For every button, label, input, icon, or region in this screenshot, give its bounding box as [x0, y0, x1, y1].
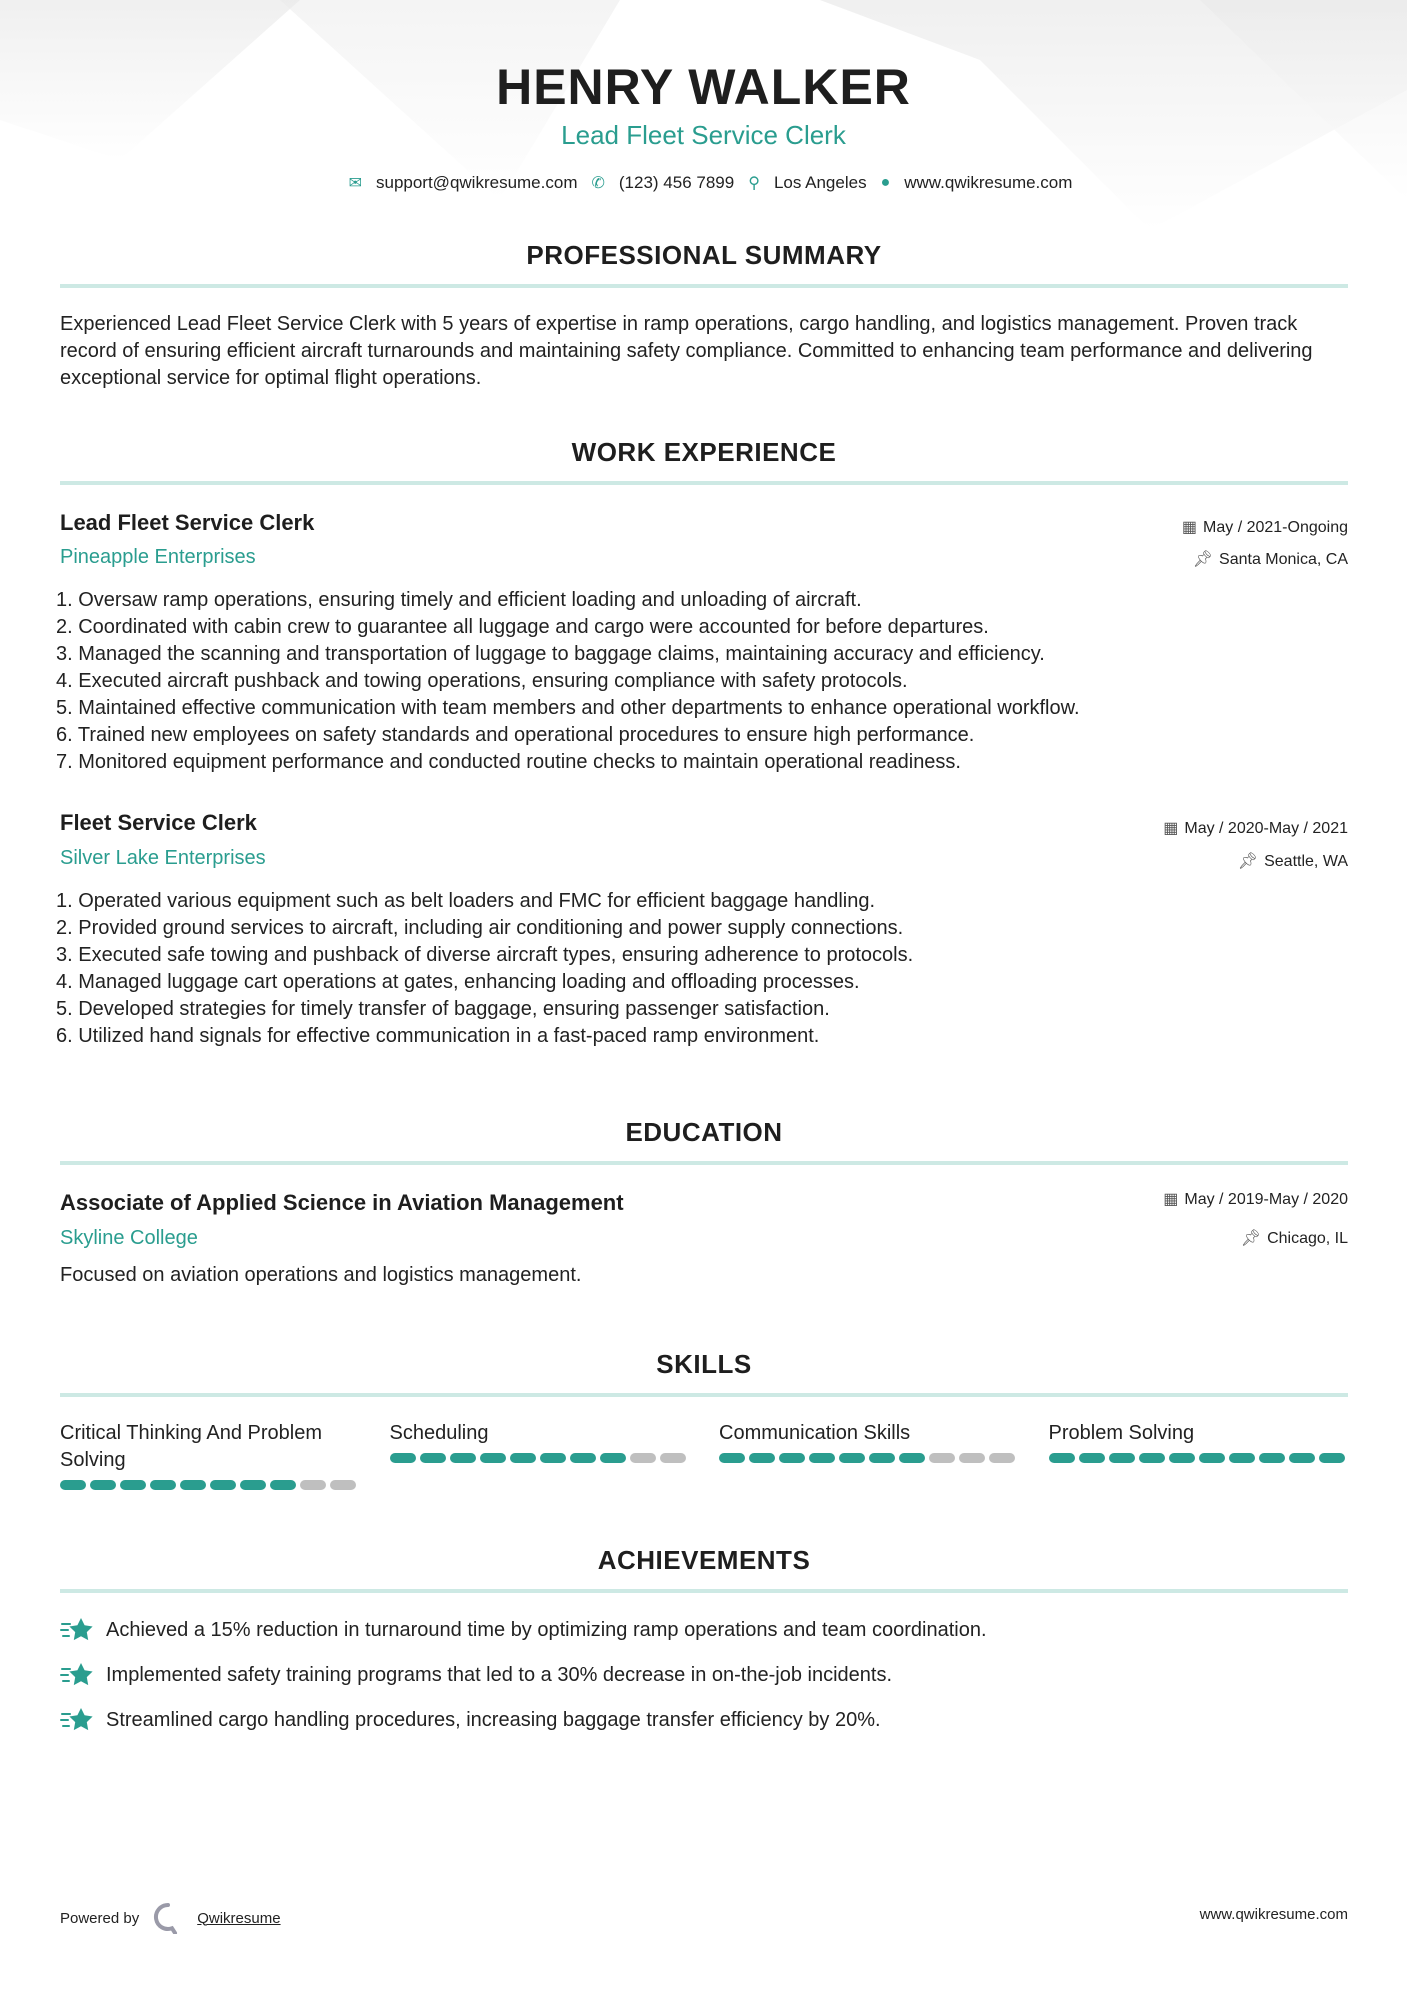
skill-segment: [510, 1453, 536, 1463]
location-text: Seattle, WA: [1264, 853, 1348, 870]
bullet: 6. Utilized hand signals for effective communication in a fast-paced ramp environment.: [56, 1025, 820, 1047]
divider: [60, 1589, 1348, 1593]
achievements-heading: ACHIEVEMENTS: [597, 1545, 811, 1575]
star-icon: [60, 1616, 94, 1644]
star-icon: [60, 1661, 94, 1689]
phone-icon: ✆: [591, 175, 605, 192]
achievement-text: Implemented safety training programs that led to a 30% decrease in on-the-job incidents.: [106, 1663, 892, 1686]
calendar-icon: ▦: [1181, 519, 1198, 536]
summary-heading: PROFESSIONAL SUMMARY: [526, 240, 882, 270]
skill-name: Problem Solving: [1048, 1422, 1195, 1444]
skill-segment: [1199, 1453, 1225, 1463]
skill-segment: [749, 1453, 775, 1463]
skill-segment: [719, 1453, 745, 1463]
footer-website[interactable]: www.qwikresume.com: [1199, 1906, 1348, 1923]
footer-left: [60, 1902, 281, 1934]
skill-item: [1049, 1420, 1349, 1490]
bullet: 6. Trained new employees on safety standards and operational procedures to ensure high performance.: [56, 724, 975, 746]
skill-segment: [630, 1453, 656, 1463]
skill-segment: [779, 1453, 805, 1463]
calendar-icon: ▦: [1163, 1191, 1179, 1208]
date-text: May / 2020-May / 2021: [1184, 820, 1348, 837]
brand-link[interactable]: Qwikresume: [197, 1909, 281, 1927]
skill-segment: [1289, 1453, 1315, 1463]
job-date: [1182, 517, 1348, 537]
powered-by: Powered by: [60, 1909, 140, 1927]
skill-item: [60, 1420, 360, 1490]
skill-segment: [929, 1453, 955, 1463]
bullet: 4. Executed aircraft pushback and towing operations, ensuring compliance with safety protocols.: [56, 670, 908, 692]
skill-segment: [899, 1453, 925, 1463]
skill-segment: [1319, 1453, 1345, 1463]
skill-segment: [839, 1453, 865, 1463]
skill-segment: [660, 1453, 686, 1463]
skill-segment: [1229, 1453, 1255, 1463]
divider: [60, 481, 1348, 485]
skill-segment: [600, 1453, 626, 1463]
skill-name: Communication Skills: [719, 1422, 911, 1444]
skill-segment: [989, 1453, 1015, 1463]
skill-segment: [1169, 1453, 1195, 1463]
skill-segment: [480, 1453, 506, 1463]
job-date: [1163, 818, 1348, 838]
bullet: 4. Managed luggage cart operations at gates, enhancing loading and offloading processes.: [56, 971, 860, 993]
skill-segment: [1109, 1453, 1135, 1463]
skill-segment: [120, 1480, 146, 1490]
job-location: [1193, 549, 1348, 569]
summary-text: Experienced Lead Fleet Service Clerk with 5 years of expertise in ramp operations, cargo handling, and logistics management. Proven track record of ensuring efficient aircraft turnarounds and maintaining safety compliance. Committed to enhancing team performance and delivering exceptional service for optimal flight operations.: [60, 313, 1313, 389]
bullet: 2. Provided ground services to aircraft, including air conditioning and power supply connections.: [56, 917, 904, 939]
bullet: 3. Executed safe towing and pushback of diverse aircraft types, ensuring adherence to protocols.: [56, 944, 914, 966]
skill-level-bar: [390, 1453, 690, 1463]
location-pin-icon: ⚲: [748, 175, 760, 192]
qwikresume-logo-icon: [153, 1902, 183, 1934]
skill-segment: [390, 1453, 416, 1463]
skill-level-bar: [1049, 1453, 1349, 1463]
achievement-text: Streamlined cargo handling procedures, increasing baggage transfer efficiency by 20%.: [106, 1708, 881, 1731]
skill-segment: [420, 1453, 446, 1463]
job-title: Lead Fleet Service Clerk: [60, 510, 315, 535]
calendar-icon: ▦: [1163, 820, 1179, 837]
email[interactable]: support@qwikresume.com: [375, 173, 578, 192]
skill-segment: [540, 1453, 566, 1463]
pin-icon: 📌︎: [1237, 853, 1259, 870]
job-bullets: [56, 888, 1346, 1050]
skill-segment: [1259, 1453, 1285, 1463]
skill-segment: [180, 1480, 206, 1490]
bullet: 5. Developed strategies for timely transfer of baggage, ensuring passenger satisfaction.: [56, 998, 830, 1020]
date-text: May / 2021-Ongoing: [1203, 519, 1348, 536]
skill-segment: [330, 1480, 356, 1490]
candidate-title: Lead Fleet Service Clerk: [561, 120, 846, 150]
divider: [60, 1161, 1348, 1165]
job-bullets: [56, 587, 1346, 776]
skill-level-bar: [60, 1480, 360, 1490]
company: Pineapple Enterprises: [60, 546, 256, 568]
divider: [60, 284, 1348, 288]
company: Silver Lake Enterprises: [60, 847, 266, 869]
location-text: Santa Monica, CA: [1219, 551, 1348, 568]
bullet: 5. Maintained effective communication with team members and other departments to enhance operational workflow.: [56, 697, 1080, 719]
job-location: [1238, 851, 1348, 871]
bullet: 3. Managed the scanning and transportation of luggage to baggage claims, maintaining accuracy and efficiency.: [56, 643, 1045, 665]
skill-name: Scheduling: [389, 1422, 489, 1444]
achievement-text: Achieved a 15% reduction in turnaround time by optimizing ramp operations and team coordination.: [106, 1618, 987, 1641]
skill-level-bar: [719, 1453, 1019, 1463]
bullet: 2. Coordinated with cabin crew to guarantee all luggage and cargo were accounted for before departures.: [56, 616, 989, 638]
achievement-item: [60, 1616, 987, 1644]
skill-segment: [1049, 1453, 1075, 1463]
edu-location: [1241, 1228, 1348, 1248]
bullet: 1. Operated various equipment such as belt loaders and FMC for efficient baggage handling.: [56, 890, 876, 912]
bullet: 7. Monitored equipment performance and conducted routine checks to maintain operational readiness.: [56, 751, 961, 773]
date-text: May / 2019-May / 2020: [1184, 1191, 1348, 1208]
school: Skyline College: [60, 1227, 198, 1249]
candidate-name: HENRY WALKER: [496, 59, 911, 115]
skill-segment: [270, 1480, 296, 1490]
skill-item: [390, 1420, 690, 1490]
contact-bar: [0, 173, 1407, 193]
education-heading: EDUCATION: [625, 1117, 783, 1147]
edu-description: Focused on aviation operations and logistics management.: [60, 1264, 582, 1286]
skills-list: [60, 1420, 1348, 1490]
edu-date: [1163, 1189, 1348, 1209]
location-text: Chicago, IL: [1267, 1230, 1348, 1247]
skill-segment: [1079, 1453, 1105, 1463]
skills-heading: SKILLS: [656, 1349, 752, 1379]
skill-segment: [809, 1453, 835, 1463]
location: Los Angeles: [773, 173, 867, 192]
skill-name: Critical Thinking And Problem Solving: [60, 1422, 322, 1471]
skill-segment: [240, 1480, 266, 1490]
phone: (123) 456 7899: [618, 173, 735, 192]
skill-segment: [959, 1453, 985, 1463]
skill-segment: [300, 1480, 326, 1490]
pin-icon: 📌︎: [1192, 551, 1214, 568]
skill-segment: [570, 1453, 596, 1463]
skill-segment: [450, 1453, 476, 1463]
work-heading: WORK EXPERIENCE: [571, 437, 837, 467]
skill-segment: [869, 1453, 895, 1463]
job-title: Fleet Service Clerk: [60, 810, 257, 835]
skill-item: [719, 1420, 1019, 1490]
star-icon: [60, 1706, 94, 1734]
achievement-item: [60, 1706, 881, 1734]
skill-segment: [90, 1480, 116, 1490]
degree: Associate of Applied Science in Aviation Management: [60, 1190, 624, 1215]
skill-segment: [1139, 1453, 1165, 1463]
divider: [60, 1393, 1348, 1397]
bullet: 1. Oversaw ramp operations, ensuring timely and efficient loading and unloading of aircraft.: [56, 589, 862, 611]
skill-segment: [150, 1480, 176, 1490]
skill-segment: [60, 1480, 86, 1490]
globe-icon: ●: [880, 174, 891, 191]
website[interactable]: www.qwikresume.com: [904, 173, 1073, 192]
pin-icon: 📌︎: [1240, 1230, 1262, 1247]
skill-segment: [210, 1480, 236, 1490]
email-icon: ✉: [348, 175, 362, 192]
achievement-item: [60, 1661, 892, 1689]
